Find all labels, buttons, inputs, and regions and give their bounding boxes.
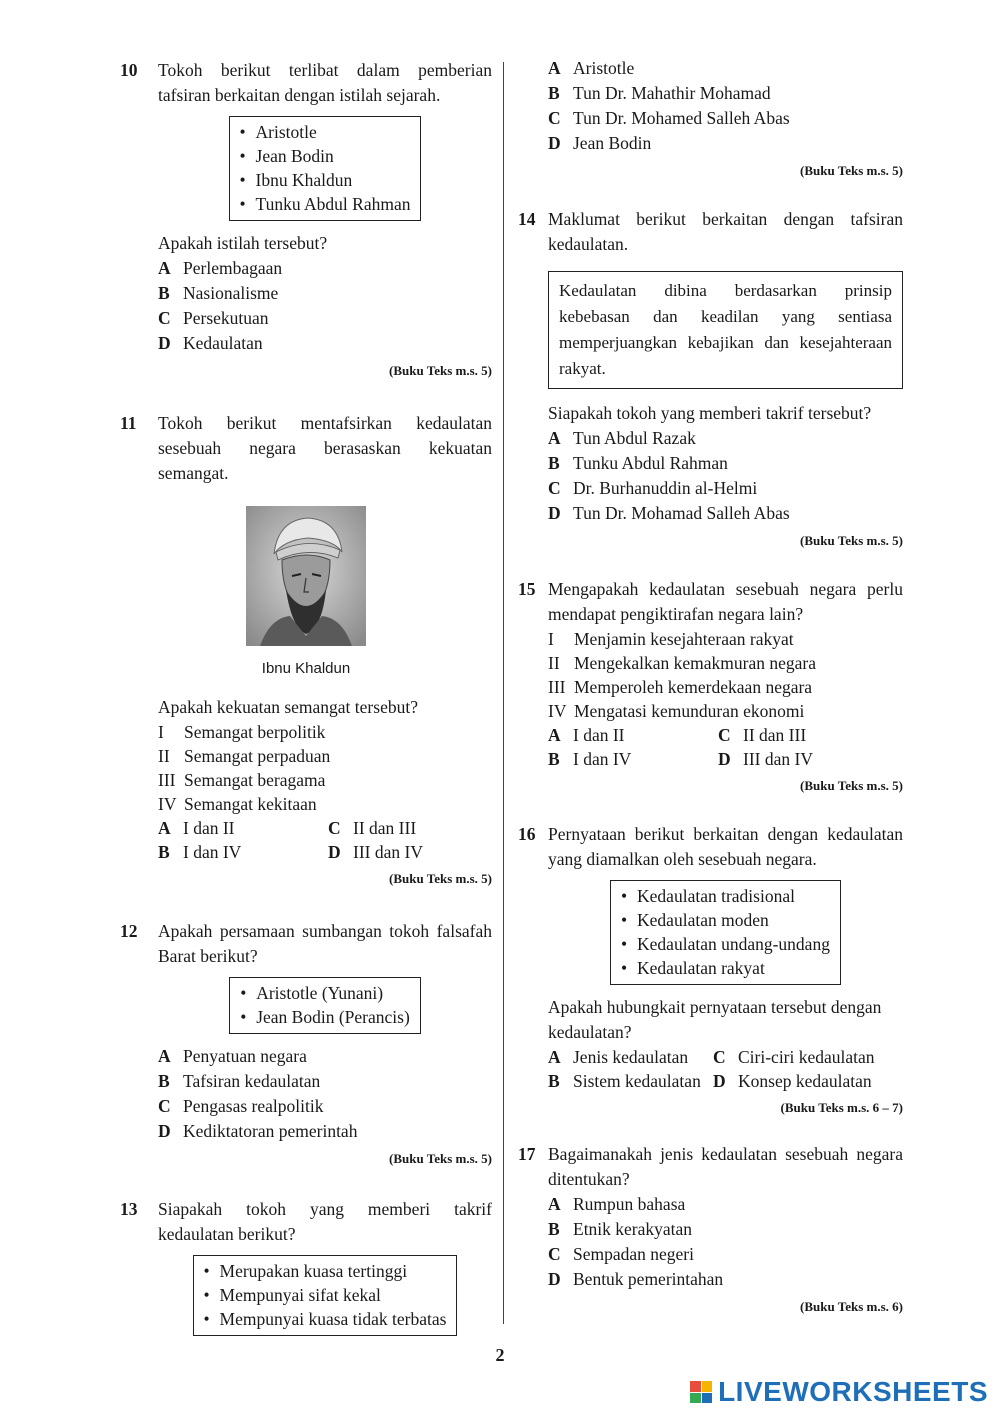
option-letter: A — [158, 1046, 171, 1066]
question-prompt: Apakah istilah tersebut? — [158, 233, 328, 253]
question-13 — [120, 1197, 492, 1336]
question-prompt: Apakah hubungkait pernyataan tersebut dengan kedaulatan? — [548, 997, 882, 1042]
portrait-figure — [120, 506, 492, 646]
info-box-item: • Aristotle — [240, 120, 411, 144]
statement-numeral: III — [548, 677, 566, 697]
right-column — [518, 56, 903, 1319]
option-letter: B — [548, 1071, 560, 1091]
option-d[interactable] — [718, 747, 888, 771]
option-text: Rumpun bahasa — [573, 1194, 686, 1214]
statement-numeral: II — [158, 746, 170, 766]
source-reference: (Buku Teks m.s. 6 – 7) — [780, 1100, 903, 1115]
option-b[interactable] — [518, 81, 903, 106]
option-text: Ciri-ciri kedaulatan — [738, 1047, 875, 1067]
option-d[interactable] — [328, 840, 498, 864]
option-text: Tafsiran kedaulatan — [183, 1071, 321, 1091]
statement-numeral: III — [158, 770, 176, 790]
option-grid — [518, 723, 903, 771]
question-12 — [120, 919, 492, 1171]
option-text: Bentuk pemerintahan — [573, 1269, 724, 1289]
option-a[interactable] — [548, 1045, 713, 1069]
option-a[interactable] — [518, 56, 903, 81]
page-number: 2 — [495, 1345, 505, 1365]
option-a[interactable] — [518, 426, 903, 451]
question-11 — [120, 411, 492, 891]
option-text: Tun Dr. Mahathir Mohamad — [573, 83, 771, 103]
question-stem: Tokoh berikut mentafsirkan kedaulatan sesebuah negara berasaskan kekuatan semangat. — [158, 413, 492, 483]
option-d[interactable] — [120, 331, 492, 356]
option-letter: D — [548, 1269, 561, 1289]
option-text: Tun Dr. Mohamed Salleh Abas — [573, 108, 790, 128]
option-letter: D — [548, 133, 561, 153]
option-text: Perlembagaan — [183, 258, 283, 278]
option-text: Sistem kedaulatan — [573, 1071, 701, 1091]
option-text: Konsep kedaulatan — [738, 1071, 872, 1091]
option-a[interactable] — [120, 256, 492, 281]
portrait-caption: Ibnu Khaldun — [261, 660, 351, 677]
ibnu-khaldun-portrait — [246, 506, 366, 646]
info-box-wrap — [548, 880, 903, 985]
option-letter: C — [158, 308, 171, 328]
info-box — [229, 977, 421, 1034]
option-b[interactable] — [548, 747, 718, 771]
option-letter: C — [548, 1244, 561, 1264]
option-letter: B — [548, 453, 560, 473]
question-prompt: Siapakah tokoh yang memberi takrif tersebut? — [548, 403, 872, 423]
option-d[interactable] — [518, 501, 903, 526]
option-c[interactable] — [518, 106, 903, 131]
option-letter: D — [548, 503, 561, 523]
question-prompt: Apakah kekuatan semangat tersebut? — [158, 697, 418, 717]
option-letter: C — [718, 725, 731, 745]
info-box — [193, 1255, 458, 1336]
option-b[interactable] — [120, 1069, 492, 1094]
source-reference: (Buku Teks m.s. 5) — [389, 871, 492, 886]
question-number: 14 — [518, 209, 536, 229]
info-box-item: • Mempunyai sifat kekal — [204, 1283, 447, 1307]
option-c[interactable] — [518, 1242, 903, 1267]
question-stem: Pernyataan berikut berkaitan dengan kedaulatan yang diamalkan oleh sesebuah negara. — [548, 824, 903, 869]
option-letter: C — [548, 108, 561, 128]
info-box-wrap — [158, 1255, 492, 1336]
option-letter: D — [713, 1071, 726, 1091]
option-letter: C — [713, 1047, 726, 1067]
info-box-wrap — [158, 977, 492, 1034]
left-column — [120, 58, 492, 1346]
liveworksheets-logo-icon — [690, 1381, 712, 1403]
question-15 — [518, 577, 903, 798]
option-c[interactable] — [120, 306, 492, 331]
statement-text: Semangat berpolitik — [184, 722, 326, 742]
option-letter: C — [328, 818, 341, 838]
option-text: Etnik kerakyatan — [573, 1219, 693, 1239]
option-letter: B — [158, 283, 170, 303]
option-text: Persekutuan — [183, 308, 269, 328]
info-box-item: • Kedaulatan tradisional — [621, 884, 830, 908]
info-box-item: • Jean Bodin (Perancis) — [240, 1005, 410, 1029]
option-text: Penyatuan negara — [183, 1046, 307, 1066]
question-17 — [518, 1142, 903, 1319]
option-letter: B — [548, 1219, 560, 1239]
question-number: 16 — [518, 824, 536, 844]
option-text: II dan III — [743, 725, 807, 745]
option-letter: A — [548, 1047, 561, 1067]
option-letter: D — [158, 1121, 171, 1141]
statement-numeral: IV — [158, 794, 177, 814]
option-text: Sempadan negeri — [573, 1244, 694, 1264]
statement-text: Menjamin kesejahteraan rakyat — [574, 629, 794, 649]
info-box-item: • Merupakan kuasa tertinggi — [204, 1259, 447, 1283]
info-box-item: • Ibnu Khaldun — [240, 168, 411, 192]
info-box-item: • Kedaulatan rakyat — [621, 956, 830, 980]
question-stem: Tokoh berikut terlibat dalam pemberian tafsiran berkaitan dengan istilah sejarah. — [158, 60, 492, 105]
brand-name: LIVEWORKSHEETS — [718, 1376, 988, 1407]
option-letter: A — [548, 428, 561, 448]
question-stem: Apakah persamaan sumbangan tokoh falsafah Barat berikut? — [158, 921, 492, 966]
option-text: Nasionalisme — [183, 283, 279, 303]
option-text: Pengasas realpolitik — [183, 1096, 324, 1116]
option-text: Kedaulatan — [183, 333, 263, 353]
info-box — [229, 116, 422, 221]
statement-text: Semangat kekitaan — [184, 794, 317, 814]
option-text: Tun Dr. Mohamad Salleh Abas — [573, 503, 790, 523]
option-letter: D — [718, 749, 731, 769]
option-text: Aristotle — [573, 58, 635, 78]
info-box-item: • Kedaulatan moden — [621, 908, 830, 932]
option-text: I dan IV — [573, 749, 632, 769]
option-letter: B — [548, 749, 560, 769]
option-c[interactable] — [518, 476, 903, 501]
option-letter: A — [548, 1194, 561, 1214]
option-letter: A — [158, 258, 171, 278]
statement-text: Semangat perpaduan — [184, 746, 331, 766]
info-box-wrap — [158, 116, 492, 221]
statement-numeral: I — [158, 722, 164, 742]
statement-item — [120, 768, 492, 792]
info-box: Kedaulatan dibina berdasarkan prinsip kebebasan dan keadilan yang sentiasa memperjuangkan kebajikan dan kesejahteraan rakyat. — [548, 271, 903, 389]
option-text: Jenis kedaulatan — [573, 1047, 689, 1067]
info-box — [610, 880, 841, 985]
option-letter: B — [158, 1071, 170, 1091]
option-b[interactable] — [518, 1217, 903, 1242]
option-d[interactable] — [518, 1267, 903, 1292]
option-c[interactable] — [718, 723, 888, 747]
option-text: Dr. Burhanuddin al-Helmi — [573, 478, 758, 498]
statement-item — [120, 720, 492, 744]
option-a[interactable] — [548, 723, 718, 747]
column-divider — [503, 62, 504, 1324]
option-text: III dan IV — [743, 749, 813, 769]
question-stem: Siapakah tokoh yang memberi takrif kedaulatan berikut? — [158, 1199, 492, 1244]
option-text: III dan IV — [353, 842, 423, 862]
option-a[interactable] — [158, 816, 328, 840]
question-14 — [518, 207, 903, 553]
option-b[interactable] — [158, 840, 328, 864]
option-c[interactable] — [328, 816, 498, 840]
liveworksheets-brand[interactable] — [690, 1376, 988, 1408]
question-number: 11 — [120, 413, 137, 433]
option-letter: A — [158, 818, 171, 838]
question-number: 12 — [120, 921, 138, 941]
statement-item — [518, 627, 903, 651]
option-b[interactable] — [120, 281, 492, 306]
option-grid — [518, 1045, 903, 1093]
question-10 — [120, 58, 492, 383]
statement-numeral: IV — [548, 701, 567, 721]
option-letter: A — [548, 58, 561, 78]
source-reference: (Buku Teks m.s. 6) — [800, 1299, 903, 1314]
statement-text: Semangat beragama — [184, 770, 326, 790]
statement-numeral: II — [548, 653, 560, 673]
option-b[interactable] — [548, 1069, 713, 1093]
statement-text: Memperoleh kemerdekaan negara — [574, 677, 813, 697]
option-grid — [120, 816, 492, 864]
option-a[interactable] — [518, 1192, 903, 1217]
question-number: 13 — [120, 1199, 138, 1219]
info-box-item: • Jean Bodin — [240, 144, 411, 168]
statement-item — [518, 699, 903, 723]
option-text: I dan IV — [183, 842, 242, 862]
option-text: I dan II — [573, 725, 625, 745]
option-text: Jean Bodin — [573, 133, 652, 153]
option-text: Tun Abdul Razak — [573, 428, 696, 448]
statement-numeral: I — [548, 629, 554, 649]
option-letter: A — [548, 725, 561, 745]
statement-item — [518, 675, 903, 699]
option-letter: C — [158, 1096, 171, 1116]
question-16 — [518, 822, 903, 1120]
option-letter: C — [548, 478, 561, 498]
info-box-item: • Mempunyai kuasa tidak terbatas — [204, 1307, 447, 1331]
statement-item — [120, 792, 492, 816]
info-box-item: • Tunku Abdul Rahman — [240, 192, 411, 216]
source-reference: (Buku Teks m.s. 5) — [800, 163, 903, 178]
source-reference: (Buku Teks m.s. 5) — [800, 778, 903, 793]
option-letter: B — [158, 842, 170, 862]
question-number: 10 — [120, 60, 138, 80]
option-b[interactable] — [518, 451, 903, 476]
option-text: Kediktatoran pemerintah — [183, 1121, 358, 1141]
option-letter: B — [548, 83, 560, 103]
question-number: 17 — [518, 1144, 536, 1164]
option-d[interactable] — [518, 131, 903, 156]
question-number: 15 — [518, 579, 536, 599]
option-d[interactable] — [120, 1119, 492, 1144]
statement-text: Mengatasi kemunduran ekonomi — [574, 701, 805, 721]
question-stem: Mengapakah kedaulatan sesebuah negara perlu mendapat pengiktirafan negara lain? — [548, 579, 903, 624]
info-box-item: • Kedaulatan undang-undang — [621, 932, 830, 956]
statement-item — [518, 651, 903, 675]
question-stem: Bagaimanakah jenis kedaulatan sesebuah negara ditentukan? — [548, 1144, 903, 1189]
source-reference: (Buku Teks m.s. 5) — [389, 363, 492, 378]
info-box-item: • Aristotle (Yunani) — [240, 981, 410, 1005]
question-stem: Maklumat berikut berkaitan dengan tafsiran kedaulatan. — [548, 209, 903, 254]
option-c[interactable] — [713, 1045, 893, 1069]
source-reference: (Buku Teks m.s. 5) — [389, 1151, 492, 1166]
option-c[interactable] — [120, 1094, 492, 1119]
option-text: Tunku Abdul Rahman — [573, 453, 728, 473]
source-reference: (Buku Teks m.s. 5) — [800, 533, 903, 548]
statement-text: Mengekalkan kemakmuran negara — [574, 653, 816, 673]
option-d[interactable] — [713, 1069, 893, 1093]
statement-item — [120, 744, 492, 768]
option-text: II dan III — [353, 818, 417, 838]
option-a[interactable] — [120, 1044, 492, 1069]
question-13-options — [518, 56, 903, 183]
option-letter: D — [328, 842, 341, 862]
option-text: I dan II — [183, 818, 235, 838]
option-letter: D — [158, 333, 171, 353]
